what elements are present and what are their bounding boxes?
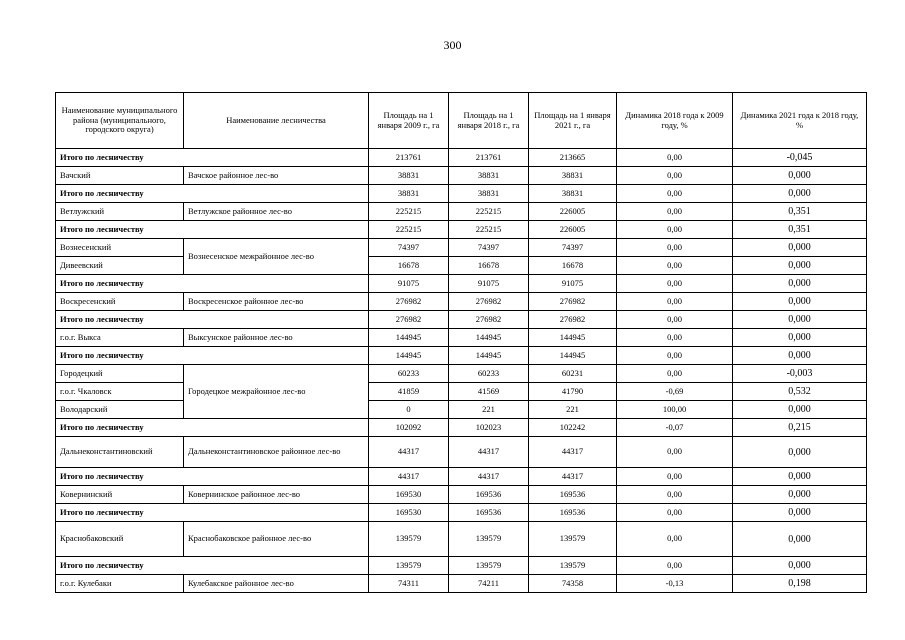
dynamics-2018: 0,00 xyxy=(617,167,733,185)
area-2018: 139579 xyxy=(449,522,529,557)
dynamics-2018: 100,00 xyxy=(617,401,733,419)
area-2021: 74358 xyxy=(529,575,617,593)
area-2018: 144945 xyxy=(449,347,529,365)
dynamics-2018: 0,00 xyxy=(617,239,733,257)
total-row xyxy=(56,419,867,437)
total-row xyxy=(56,275,867,293)
dynamics-2018: 0,00 xyxy=(617,149,733,167)
total-label: Итого по лесничеству xyxy=(56,149,369,167)
district-name: Вознесенский xyxy=(56,239,184,257)
area-2018: 169536 xyxy=(449,486,529,504)
area-2018: 60233 xyxy=(449,365,529,383)
area-2021: 38831 xyxy=(529,167,617,185)
table-row xyxy=(56,293,867,311)
area-2009: 139579 xyxy=(369,557,449,575)
district-name: г.о.г. Чкаловск xyxy=(56,383,184,401)
dynamics-2018: 0,00 xyxy=(617,221,733,239)
total-label: Итого по лесничеству xyxy=(56,185,369,203)
area-2018: 144945 xyxy=(449,329,529,347)
dynamics-2018: 0,00 xyxy=(617,311,733,329)
area-2009: 144945 xyxy=(369,347,449,365)
table-row xyxy=(56,437,867,468)
area-2009: 38831 xyxy=(369,185,449,203)
table-row xyxy=(56,365,867,383)
area-2018: 16678 xyxy=(449,257,529,275)
area-2021: 144945 xyxy=(529,329,617,347)
total-label: Итого по лесничеству xyxy=(56,468,369,486)
forestry-name: Ветлужское районное лес-во xyxy=(184,203,369,221)
area-2009: 41859 xyxy=(369,383,449,401)
header-area-2018: Площадь на 1 января 2018 г., га xyxy=(449,93,529,149)
area-2021: 276982 xyxy=(529,311,617,329)
dynamics-2018: 0,00 xyxy=(617,437,733,468)
dynamics-2018: -0,13 xyxy=(617,575,733,593)
dynamics-2018: 0,00 xyxy=(617,365,733,383)
district-name: Городецкий xyxy=(56,365,184,383)
dynamics-2018: 0,00 xyxy=(617,203,733,221)
total-row xyxy=(56,557,867,575)
dynamics-2021: 0,000 xyxy=(733,557,867,575)
table-row xyxy=(56,575,867,593)
dynamics-2021: 0,000 xyxy=(733,504,867,522)
page-number: 300 xyxy=(443,38,462,52)
area-2021: 213665 xyxy=(529,149,617,167)
dynamics-2018: 0,00 xyxy=(617,557,733,575)
area-2021: 91075 xyxy=(529,275,617,293)
area-2009: 225215 xyxy=(369,221,449,239)
area-2021: 226005 xyxy=(529,203,617,221)
district-name: Воскресенский xyxy=(56,293,184,311)
total-label: Итого по лесничеству xyxy=(56,347,369,365)
total-row xyxy=(56,347,867,365)
area-2018: 225215 xyxy=(449,221,529,239)
total-label: Итого по лесничеству xyxy=(56,504,369,522)
total-row xyxy=(56,149,867,167)
area-2018: 74397 xyxy=(449,239,529,257)
header-dynamics-2021: Динамика 2021 года к 2018 году, % xyxy=(733,93,867,149)
table-row xyxy=(56,239,867,257)
dynamics-2021: 0,000 xyxy=(733,311,867,329)
area-2009: 44317 xyxy=(369,468,449,486)
total-row xyxy=(56,504,867,522)
dynamics-2018: 0,00 xyxy=(617,486,733,504)
total-row xyxy=(56,221,867,239)
area-2021: 139579 xyxy=(529,557,617,575)
area-2009: 74397 xyxy=(369,239,449,257)
dynamics-2021: 0,000 xyxy=(733,486,867,504)
total-label: Итого по лесничеству xyxy=(56,275,369,293)
table-row xyxy=(56,401,867,419)
area-2009: 0 xyxy=(369,401,449,419)
area-2018: 41569 xyxy=(449,383,529,401)
district-name: Вачский xyxy=(56,167,184,185)
dynamics-2018: 0,00 xyxy=(617,504,733,522)
header-district: Наименование муниципального района (муниципального, городского округа) xyxy=(56,93,184,149)
forestry-name: Краснобаковское районное лес-во xyxy=(184,522,369,557)
area-2018: 44317 xyxy=(449,437,529,468)
dynamics-2021: 0,215 xyxy=(733,419,867,437)
dynamics-2018: 0,00 xyxy=(617,257,733,275)
area-2009: 213761 xyxy=(369,149,449,167)
area-2021: 276982 xyxy=(529,293,617,311)
dynamics-2021: -0,003 xyxy=(733,365,867,383)
table-row xyxy=(56,167,867,185)
area-2018: 91075 xyxy=(449,275,529,293)
header-dynamics-2018: Динамика 2018 года к 2009 году, % xyxy=(617,93,733,149)
area-2009: 276982 xyxy=(369,311,449,329)
dynamics-2021: 0,532 xyxy=(733,383,867,401)
area-2021: 60231 xyxy=(529,365,617,383)
area-2009: 60233 xyxy=(369,365,449,383)
area-2021: 226005 xyxy=(529,221,617,239)
dynamics-2021: 0,000 xyxy=(733,257,867,275)
dynamics-2021: -0,045 xyxy=(733,149,867,167)
district-name: Краснобаковский xyxy=(56,522,184,557)
dynamics-2021: 0,000 xyxy=(733,468,867,486)
dynamics-2021: 0,000 xyxy=(733,185,867,203)
area-2018: 276982 xyxy=(449,293,529,311)
dynamics-2021: 0,351 xyxy=(733,203,867,221)
area-2009: 169530 xyxy=(369,486,449,504)
area-2021: 169536 xyxy=(529,486,617,504)
forestry-name: Городецкое межрайонное лес-во xyxy=(184,365,369,419)
area-2021: 44317 xyxy=(529,468,617,486)
area-2018: 44317 xyxy=(449,468,529,486)
area-2018: 225215 xyxy=(449,203,529,221)
total-row xyxy=(56,311,867,329)
area-2021: 41790 xyxy=(529,383,617,401)
dynamics-2021: 0,000 xyxy=(733,401,867,419)
dynamics-2018: 0,00 xyxy=(617,185,733,203)
dynamics-2021: 0,198 xyxy=(733,575,867,593)
dynamics-2021: 0,000 xyxy=(733,347,867,365)
header-forestry: Наименование лесничества xyxy=(184,93,369,149)
table-row xyxy=(56,257,867,275)
area-2018: 169536 xyxy=(449,504,529,522)
forestry-name: Дальнеконстантиновское районное лес-во xyxy=(184,437,369,468)
total-label: Итого по лесничеству xyxy=(56,557,369,575)
area-2021: 169536 xyxy=(529,504,617,522)
forestry-name: Кулебакское районное лес-во xyxy=(184,575,369,593)
area-2021: 139579 xyxy=(529,522,617,557)
area-2009: 74311 xyxy=(369,575,449,593)
area-2021: 74397 xyxy=(529,239,617,257)
area-2009: 139579 xyxy=(369,522,449,557)
area-2018: 139579 xyxy=(449,557,529,575)
dynamics-2021: 0,000 xyxy=(733,239,867,257)
district-name: Ковернинский xyxy=(56,486,184,504)
dynamics-2018: 0,00 xyxy=(617,522,733,557)
header-area-2009: Площадь на 1 января 2009 г., га xyxy=(369,93,449,149)
dynamics-2021: 0,351 xyxy=(733,221,867,239)
area-2018: 38831 xyxy=(449,185,529,203)
area-2009: 102092 xyxy=(369,419,449,437)
dynamics-2018: 0,00 xyxy=(617,293,733,311)
area-2018: 38831 xyxy=(449,167,529,185)
dynamics-2018: -0,07 xyxy=(617,419,733,437)
table-row xyxy=(56,522,867,557)
area-2021: 38831 xyxy=(529,185,617,203)
area-2018: 221 xyxy=(449,401,529,419)
dynamics-2021: 0,000 xyxy=(733,522,867,557)
table-row xyxy=(56,383,867,401)
area-2018: 276982 xyxy=(449,311,529,329)
dynamics-2018: -0,69 xyxy=(617,383,733,401)
forestry-name: Ковернинское районное лес-во xyxy=(184,486,369,504)
header-row xyxy=(56,93,867,149)
area-2021: 44317 xyxy=(529,437,617,468)
table-row xyxy=(56,203,867,221)
area-2009: 16678 xyxy=(369,257,449,275)
dynamics-2021: 0,000 xyxy=(733,437,867,468)
forestry-name: Вознесенское межрайонное лес-во xyxy=(184,239,369,275)
forestry-name: Выксунское районное лес-во xyxy=(184,329,369,347)
forest-area-table xyxy=(55,92,867,593)
area-2018: 102023 xyxy=(449,419,529,437)
area-2018: 213761 xyxy=(449,149,529,167)
district-name: Дивеевский xyxy=(56,257,184,275)
area-2009: 169530 xyxy=(369,504,449,522)
area-2021: 16678 xyxy=(529,257,617,275)
dynamics-2021: 0,000 xyxy=(733,275,867,293)
area-2021: 144945 xyxy=(529,347,617,365)
area-2021: 102242 xyxy=(529,419,617,437)
total-label: Итого по лесничеству xyxy=(56,419,369,437)
district-name: Дальнеконстантиновский xyxy=(56,437,184,468)
dynamics-2021: 0,000 xyxy=(733,329,867,347)
area-2018: 74211 xyxy=(449,575,529,593)
total-label: Итого по лесничеству xyxy=(56,311,369,329)
area-2021: 221 xyxy=(529,401,617,419)
dynamics-2018: 0,00 xyxy=(617,468,733,486)
district-name: г.о.г. Выкса xyxy=(56,329,184,347)
district-name: Ветлужский xyxy=(56,203,184,221)
forestry-name: Вачское районное лес-во xyxy=(184,167,369,185)
header-area-2021: Площадь на 1 января 2021 г., га xyxy=(529,93,617,149)
dynamics-2018: 0,00 xyxy=(617,275,733,293)
table-row xyxy=(56,486,867,504)
area-2009: 38831 xyxy=(369,167,449,185)
dynamics-2018: 0,00 xyxy=(617,347,733,365)
area-2009: 276982 xyxy=(369,293,449,311)
district-name: Володарский xyxy=(56,401,184,419)
table-row xyxy=(56,329,867,347)
forestry-name: Воскресенское районное лес-во xyxy=(184,293,369,311)
total-row xyxy=(56,468,867,486)
area-2009: 91075 xyxy=(369,275,449,293)
district-name: г.о.г. Кулебаки xyxy=(56,575,184,593)
dynamics-2018: 0,00 xyxy=(617,329,733,347)
total-row xyxy=(56,185,867,203)
dynamics-2021: 0,000 xyxy=(733,167,867,185)
area-2009: 44317 xyxy=(369,437,449,468)
area-2009: 144945 xyxy=(369,329,449,347)
dynamics-2021: 0,000 xyxy=(733,293,867,311)
total-label: Итого по лесничеству xyxy=(56,221,369,239)
area-2009: 225215 xyxy=(369,203,449,221)
